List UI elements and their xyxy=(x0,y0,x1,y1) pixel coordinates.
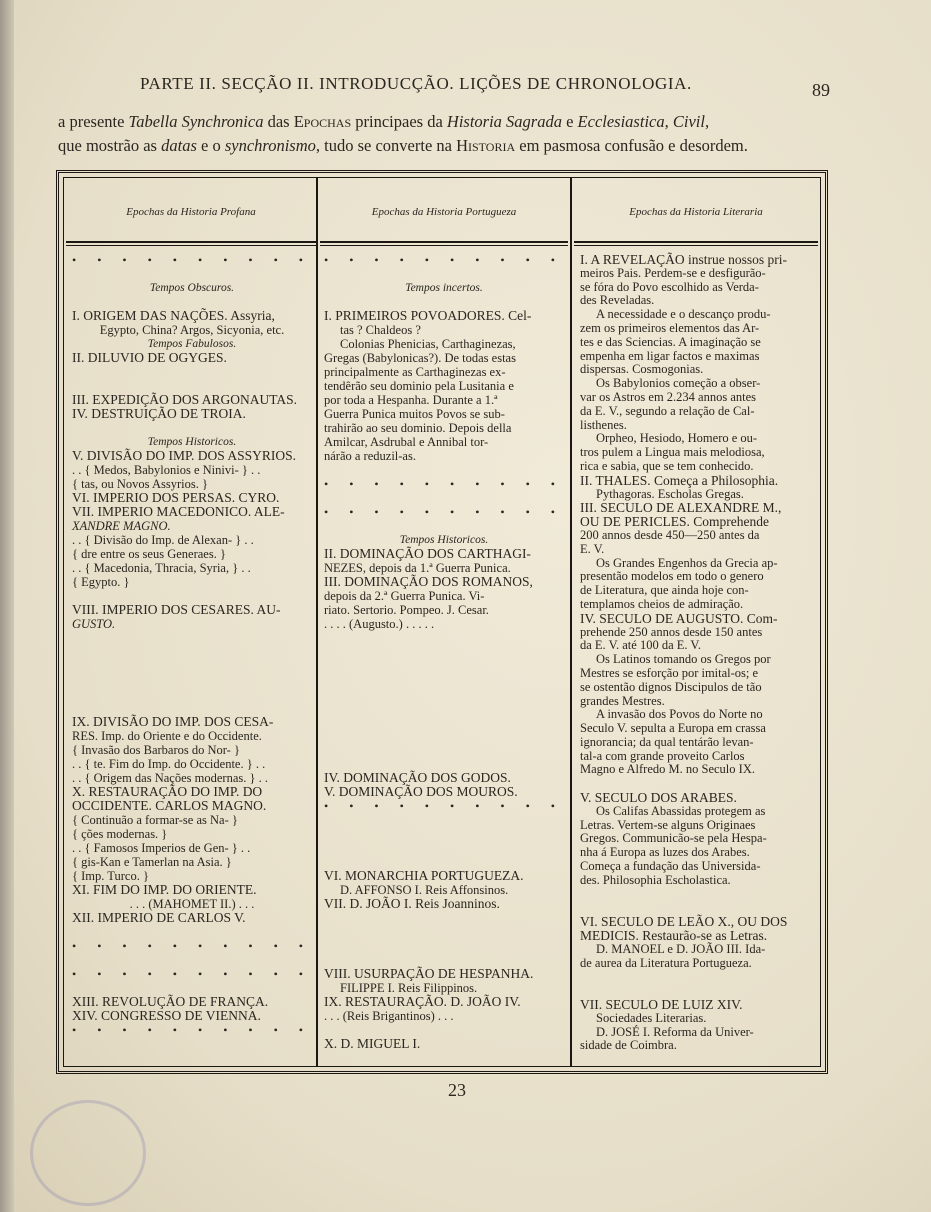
table-line: VIII. USURPAÇÃO DE HESPANHA. xyxy=(324,966,534,981)
table-line: Sociedades Literarias. xyxy=(596,1010,707,1025)
table-line: { Invasão dos Barbaros do Nor- } xyxy=(72,743,240,757)
table-line: D. MANOEL e D. JOÃO III. Ida- xyxy=(596,941,766,956)
table-line: Letras. Vertem-se alguns Originaes xyxy=(580,817,756,832)
table-line: tal-a com grande proveito Carlos xyxy=(580,748,745,763)
table-line xyxy=(324,631,564,645)
page-edge-shadow xyxy=(0,0,14,1212)
table-line: Egypto, China? Argos, Sicyonia, etc. xyxy=(99,323,285,337)
table-line: da E. V. até 100 da E. V. xyxy=(580,638,701,653)
table-line: . . { Medos, Babylonios e Ninivi- } . . xyxy=(72,463,261,477)
table-line: FILIPPE I. Reis Filippinos. xyxy=(340,981,478,995)
intro-text: Historia Sagrada xyxy=(446,112,562,131)
table-line xyxy=(324,911,564,925)
heading-rule xyxy=(320,241,568,243)
table-line: Orpheo, Hesiodo, Homero e ou- xyxy=(596,431,758,446)
table-line: { Imp. Turco. } xyxy=(72,869,149,883)
intro-text: synchronismo xyxy=(224,136,316,155)
table-line: grandes Mestres. xyxy=(580,693,665,708)
column-profana xyxy=(72,253,312,1037)
table-line: D. JOSÉ I. Reforma da Univer- xyxy=(596,1024,754,1039)
table-line: tes e das Sciencias. A imaginação se xyxy=(580,334,761,349)
table-line: • • • • • • • • • • xyxy=(72,967,313,981)
table-line: Tempos Historicos. xyxy=(399,534,489,546)
table-line: III. SECULO DE ALEXANDRE M., xyxy=(580,500,782,516)
intro-text: Civil xyxy=(672,112,705,131)
table-line: VI. SECULO DE LEÃO X., OU DOS xyxy=(580,914,788,930)
intro-line-2 xyxy=(58,134,830,158)
table-line xyxy=(580,984,814,998)
table-line: II. DOMINAÇÃO DOS CARTHAGI- xyxy=(324,546,531,561)
table-line: Os Babylonios começão a obser- xyxy=(596,376,761,391)
table-line xyxy=(324,645,564,659)
table-line xyxy=(72,379,312,393)
table-line: III. DOMINAÇÃO DOS ROMANOS, xyxy=(324,574,533,589)
table-line: . . . (MAHOMET II.) . . . xyxy=(129,897,255,911)
table-line xyxy=(324,925,564,939)
table-line: VII. D. JOÃO I. Reis Joanninos. xyxy=(324,896,500,911)
table-line: VI. IMPERIO DOS PERSAS. CYRO. xyxy=(72,490,280,505)
table-line: rica e sabia, que se tem conhecido. xyxy=(580,458,754,473)
table-line: . . . (Reis Brigantinos) . . . xyxy=(324,1009,454,1023)
table-line: Começa a fundação das Universida- xyxy=(580,859,761,874)
table-line: { Egypto. } xyxy=(72,575,130,589)
heading-rule xyxy=(574,245,818,246)
column-heading-portugueza: Epochas da Historia Portugueza xyxy=(371,206,517,218)
table-line xyxy=(580,777,814,791)
intro-text: e xyxy=(561,112,578,131)
table-line: II. THALES. Começa a Philosophia. xyxy=(580,472,779,488)
table-line: Pythagoras. Escholas Gregas. xyxy=(596,486,744,501)
table-line xyxy=(580,970,814,984)
table-line: V. DOMINAÇÃO DOS MOUROS. xyxy=(324,784,518,799)
table-line: sidade de Coimbra. xyxy=(580,1038,677,1053)
table-line: templamos cheios de admiração. xyxy=(580,596,744,611)
table-line: tros pulem a Lingua mais melodiosa, xyxy=(580,445,765,460)
table-line: . . { te. Fim do Imp. do Occidente. } . . xyxy=(72,757,266,771)
table-line: se fóra do Povo escolhido as Verda- xyxy=(580,279,759,294)
table-line: • • • • • • • • • • xyxy=(324,253,565,267)
table-line xyxy=(324,267,564,281)
table-line: riato. Sertorio. Pompeo. J. Cesar. xyxy=(324,603,489,617)
intro-text: das xyxy=(263,112,294,131)
table-line: XANDRE MAGNO. xyxy=(72,519,171,533)
table-line xyxy=(324,827,564,841)
table-line xyxy=(72,421,312,435)
intro-text: principaes da xyxy=(351,112,447,131)
table-line: OU DE PERICLES. Comprehende xyxy=(580,514,769,530)
table-line: I. PRIMEIROS POVOADORES. Cel- xyxy=(324,308,532,323)
table-line xyxy=(324,491,564,505)
table-line: . . { Divisão do Imp. de Alexan- } . . xyxy=(72,533,254,547)
table-line xyxy=(324,729,564,743)
intro-text: datas xyxy=(161,136,197,155)
table-line: V. DIVISÃO DO IMP. DOS ASSYRIOS. xyxy=(72,448,297,463)
column-literaria xyxy=(580,253,814,1053)
table-line xyxy=(324,295,564,309)
heading-rule xyxy=(66,241,316,243)
table-line: Tempos Fabulosos. xyxy=(147,338,237,350)
table-line: depois da 2.ª Guerra Punica. Vi- xyxy=(324,589,485,603)
table-line: • • • • • • • • • • xyxy=(72,939,313,953)
table-line: Os Califas Abassidas protegem as xyxy=(596,803,766,818)
table-line: tas ? Chaldeos ? xyxy=(340,323,421,337)
table-line: XII. IMPERIO DE CARLOS V. xyxy=(72,910,246,925)
table-line xyxy=(324,813,564,827)
intro-text: , xyxy=(664,112,673,131)
table-line: principalmente as Carthaginezas ex- xyxy=(324,365,506,379)
table-line: I. A REVELAÇÃO instrue nossos pri- xyxy=(580,252,787,267)
table-line xyxy=(324,659,564,673)
table-line: GUSTO. xyxy=(72,617,116,631)
table-line: Os Grandes Engenhos da Grecia ap- xyxy=(596,555,778,570)
table-line xyxy=(324,953,564,967)
heading-rule xyxy=(320,245,568,246)
table-line: XIII. REVOLUÇÃO DE FRANÇA. xyxy=(72,994,269,1009)
table-line: • • • • • • • • • • xyxy=(72,1023,313,1037)
table-line: tendêrão seu dominio pela Lusitania e xyxy=(324,379,514,393)
table-line: { ções modernas. } xyxy=(72,827,168,841)
table-line: Amilcar, Asdrubal e Annibal tor- xyxy=(324,435,489,449)
table-line: II. DILUVIO DE OGYGES. xyxy=(72,350,227,365)
table-line: Gregos. Communicão-se pela Hespa- xyxy=(580,831,767,846)
table-line xyxy=(324,1023,564,1037)
heading-rule xyxy=(66,245,316,246)
column-portugueza xyxy=(324,253,564,1051)
table-line xyxy=(324,743,564,757)
table-line: . . . . (Augusto.) . . . . . xyxy=(324,617,435,631)
table-line: MEDICIS. Restaurão-se as Letras. xyxy=(580,928,768,944)
table-line: IX. DIVISÃO DO IMP. DOS CESA- xyxy=(72,714,274,729)
library-stamp xyxy=(30,1100,146,1206)
table-line: Magno e Alfredo M. no Seculo IX. xyxy=(580,762,755,777)
table-line: { gis-Kan e Tamerlan na Asia. } xyxy=(72,855,232,869)
table-line: . . { Origem das Nações modernas. } . . xyxy=(72,771,268,785)
table-line: presentão modelos em todo o genero xyxy=(580,569,764,584)
table-line: I. ORIGEM DAS NAÇÕES. Assyria, xyxy=(72,308,275,323)
table-line xyxy=(324,519,564,533)
intro-text: , tudo se converte na xyxy=(315,136,457,155)
table-line xyxy=(324,841,564,855)
table-line xyxy=(324,855,564,869)
table-line: IV. DOMINAÇÃO DOS GODOS. xyxy=(324,770,511,785)
table-line: A invasão dos Povos do Norte no xyxy=(596,707,763,722)
table-line: Seculo V. sepulta a Europa em crassa xyxy=(580,721,766,736)
table-line: dispersas. Cosmogonias. xyxy=(580,362,704,377)
table-line: Colonias Phenicias, Carthaginezas, xyxy=(340,337,516,351)
table-line: { dre entre os seus Generaes. } xyxy=(72,547,226,561)
table-line xyxy=(72,365,312,379)
table-line xyxy=(324,687,564,701)
table-line: da E. V., segundo a relação de Cal- xyxy=(580,403,755,418)
intro-text: Tabella Synchronica xyxy=(128,112,264,131)
table-line: Tempos Historicos. xyxy=(147,436,237,448)
table-line: VII. IMPERIO MACEDONICO. ALE- xyxy=(72,504,285,519)
table-line xyxy=(580,901,814,915)
table-line: Gregas (Babylonicas?). De todas estas xyxy=(324,351,516,365)
table-line: Mestres se esforção por imital-os; e xyxy=(580,665,759,680)
table-line xyxy=(72,645,312,659)
table-line: NEZES, depois da 1.ª Guerra Punica. xyxy=(324,561,511,575)
table-line: des Reveladas. xyxy=(580,293,655,308)
table-line xyxy=(72,673,312,687)
table-line xyxy=(324,463,564,477)
table-line: de Literatura, que ainda hoje con- xyxy=(580,583,749,598)
table-line: OCCIDENTE. CARLOS MAGNO. xyxy=(72,798,267,813)
table-line: { Continuão a formar-se as Na- } xyxy=(72,813,238,827)
heading-rule xyxy=(574,241,818,243)
table-line: IX. RESTAURAÇÃO. D. JOÃO IV. xyxy=(324,994,521,1009)
table-line: • • • • • • • • • • xyxy=(72,253,313,267)
table-line: VI. MONARCHIA PORTUGUEZA. xyxy=(324,868,524,883)
table-line xyxy=(72,981,312,995)
table-line: empenha em ligar factos e maximas xyxy=(580,348,760,363)
table-line: Os Latinos tomando os Gregos por xyxy=(596,652,771,667)
table-line: { tas, ou Novos Assyrios. } xyxy=(72,477,208,491)
column-divider xyxy=(316,177,318,1067)
table-line xyxy=(324,701,564,715)
table-line xyxy=(324,673,564,687)
table-line: • • • • • • • • • • xyxy=(324,799,565,813)
column-heading-literaria: Epochas da Historia Literaria xyxy=(629,206,763,218)
table-line: trahirão ao seu dominio. Depois della xyxy=(324,421,512,435)
intro-text: Epochas xyxy=(293,112,352,131)
table-line xyxy=(72,701,312,715)
table-line: XI. FIM DO IMP. DO ORIENTE. xyxy=(72,882,257,897)
table-line: zem os primeiros elementos das Ar- xyxy=(580,320,760,335)
table-line: III. EXPEDIÇÃO DOS ARGONAUTAS. xyxy=(72,392,298,407)
table-line xyxy=(72,925,312,939)
table-line: E. V. xyxy=(580,541,605,556)
table-line: Tempos Obscuros. xyxy=(149,282,235,294)
table-line: X. RESTAURAÇÃO DO IMP. DO xyxy=(72,784,263,799)
table-line: VIII. IMPERIO DOS CESARES. AU- xyxy=(72,602,281,617)
table-line: D. AFFONSO I. Reis Affonsinos. xyxy=(340,883,509,897)
signature-mark: 23 xyxy=(448,1080,466,1100)
table-line: var os Astros em 2.234 annos antes xyxy=(580,389,757,404)
table-line xyxy=(72,659,312,673)
column-heading-profana: Epochas da Historia Profana xyxy=(126,206,256,218)
intro-text: a presente xyxy=(58,112,129,131)
table-line xyxy=(324,939,564,953)
table-line: RES. Imp. do Oriente e do Occidente. xyxy=(72,729,262,743)
table-line xyxy=(324,757,564,771)
table-line: ignorancia; da qual tentárão levan- xyxy=(580,734,754,749)
table-line: . . { Famosos Imperios de Gen- } . . xyxy=(72,841,251,855)
table-line: prehende 250 annos desde 150 antes xyxy=(580,624,763,639)
table-line: listhenes. xyxy=(580,417,627,432)
table-line: Guerra Punica muitos Povos se sub- xyxy=(324,407,505,421)
table-line: • • • • • • • • • • xyxy=(324,477,565,491)
table-line xyxy=(72,589,312,603)
table-line: X. D. MIGUEL I. xyxy=(324,1036,421,1051)
intro-text: que mostrão as xyxy=(58,136,162,155)
intro-text: em pasmosa confusão e desordem. xyxy=(515,136,748,155)
column-divider xyxy=(570,177,572,1067)
table-line xyxy=(580,888,814,902)
table-line xyxy=(324,715,564,729)
table-line: se ostentão dignos Discipulos de tão xyxy=(580,679,762,694)
table-line xyxy=(72,687,312,701)
table-line: A necessidade e o descanço produ- xyxy=(596,307,771,322)
table-line: 200 annos desde 450—250 antes da xyxy=(580,527,760,542)
page-number: 89 xyxy=(812,80,830,100)
table-line xyxy=(72,631,312,645)
table-line: meiros Pais. Perdem-se e desfigurão- xyxy=(580,265,766,280)
intro-line-1 xyxy=(58,110,830,134)
table-line: nha á Europa as luzes dos Arabes. xyxy=(580,845,750,860)
table-line: . . { Macedonia, Thracia, Syria, } . . xyxy=(72,561,251,575)
table-line: Tempos incertos. xyxy=(405,282,483,294)
page-header: PARTE II. SECÇÃO II. INTRODUCÇÃO. LIÇÕES DE CHRONOLOGIA. xyxy=(140,74,692,93)
table-line: nárão a reduzil-as. xyxy=(324,449,416,463)
intro-text: , xyxy=(704,112,710,131)
table-line: XIV. CONGRESSO DE VIENNA. xyxy=(72,1008,261,1023)
table-line: V. SECULO DOS ARABES. xyxy=(580,790,737,806)
table-line: por toda a Hespanha. Durante a 1.ª xyxy=(324,393,498,407)
intro-text: Ecclesiastica xyxy=(577,112,665,131)
table-line: VII. SECULO DE LUIZ XIV. xyxy=(580,997,743,1013)
table-line: des. Philosophia Escholastica. xyxy=(580,872,731,887)
intro-text: e o xyxy=(196,136,225,155)
table-line xyxy=(72,267,312,281)
table-line xyxy=(72,295,312,309)
table-line: de aurea da Literatura Portugueza. xyxy=(580,955,752,970)
table-line: IV. DESTRUIÇÃO DE TROIA. xyxy=(72,406,246,421)
intro-paragraph xyxy=(58,110,830,158)
intro-text: Historia xyxy=(456,136,516,155)
table-line xyxy=(72,953,312,967)
table-line: IV. SECULO DE AUGUSTO. Com- xyxy=(580,610,778,626)
table-line: • • • • • • • • • • xyxy=(324,505,565,519)
